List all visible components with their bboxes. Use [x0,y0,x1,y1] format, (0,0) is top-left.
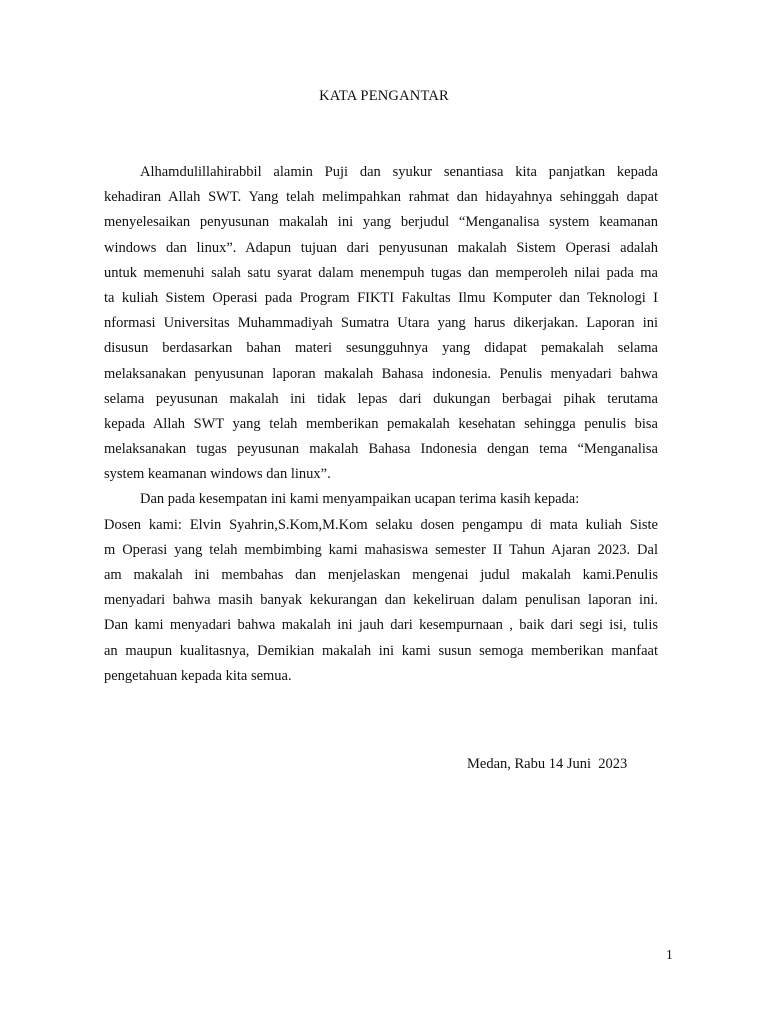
text-line-content: Dosen kami: Elvin Syahrin,S.Kom,M.Kom selaku dosen pengampu di mata kuliah Siste [104,516,658,533]
closing-place-date: Medan, Rabu 14 Juni 2023 [467,756,628,772]
text-line-content: Alhamdulillahirabbil alamin Puji dan syukur senantiasa kita panjatkan kepada [140,164,658,180]
text-line-content: melaksanakan tugas peyusunan makalah Bahasa Indonesia dengan tema “Menganalisa [104,441,658,458]
text-line-content: am makalah ini membahas dan menjelaskan mengenai judul makalah kami.Penulis [104,567,658,583]
page-title: KATA PENGANTAR [319,88,449,104]
text-line [104,286,658,311]
text-line-content: ta kuliah Sistem Operasi pada Program FIKTI Fakultas Ilmu Komputer dan Teknologi I [104,289,658,306]
text-line-content: untuk memenuhi salah satu syarat dalam menempuh tugas dan memperoleh nilai pada ma [104,264,658,281]
text-line [104,664,658,689]
text-line-content: pengetahuan kepada kita semua. [104,667,292,684]
text-line [104,311,658,336]
text-line [104,513,658,538]
text-line [104,462,658,487]
text-line [104,160,658,185]
page-number: 1 [666,947,673,962]
text-line [104,613,658,638]
text-line-content: an maupun kualitasnya, Demikian makalah ini kami susun semoga memberikan manfaat [104,642,658,659]
text-line-content: Dan kami menyadari bahwa makalah ini jauh dari kesempurnaan , baik dari segi isi, tulis [104,617,658,634]
text-line [104,185,658,210]
text-line-content: m Operasi yang telah membimbing kami mahasiswa semester II Tahun Ajaran 2023. Dal [104,541,658,558]
text-line [104,563,658,588]
text-line [104,487,658,512]
text-line-content: melaksanakan penyusunan laporan makalah Bahasa indonesia. Penulis menyadari bahwa [104,365,658,382]
text-line [104,387,658,412]
text-line [104,236,658,261]
text-line-content: system keamanan windows dan linux”. [104,466,331,483]
text-line-content: menyadari bahwa masih banyak kekurangan dan kekeliruan dalam penulisan laporan ini. [104,592,658,609]
text-line [104,538,658,563]
text-line [104,336,658,361]
text-line-content: selama peyusunan makalah ini tidak lepas dari dukungan berbagai pihak terutama [104,390,658,407]
text-line-content: disusun berdasarkan bahan materi sesungguhnya yang didapat pemakalah selama [104,340,658,357]
text-line-content: windows dan linux”. Adapun tujuan dari penyusunan makalah Sistem Operasi adalah [104,239,658,256]
body-text [104,160,658,689]
text-line [104,412,658,437]
text-line [104,437,658,462]
text-line-content: menyelesaikan penyusunan makalah ini yang berjudul “Menganalisa system keamanan [104,214,658,231]
text-line [104,210,658,235]
text-line [104,261,658,286]
text-line [104,639,658,664]
text-line-content: nformasi Universitas Muhammadiyah Sumatra Utara yang harus dikerjakan. Laporan ini [104,315,658,332]
text-line-content: Dan pada kesempatan ini kami menyampaikan ucapan terima kasih kepada: [140,491,580,508]
text-line [104,588,658,613]
text-line-content: kehadiran Allah SWT. Yang telah melimpahkan rahmat dan hidayahnya sehinggah dapat [104,189,658,206]
text-line [104,362,658,387]
text-line-content: kepada Allah SWT yang telah memberikan pemakalah kesehatan sehingga penulis bisa [104,415,658,432]
